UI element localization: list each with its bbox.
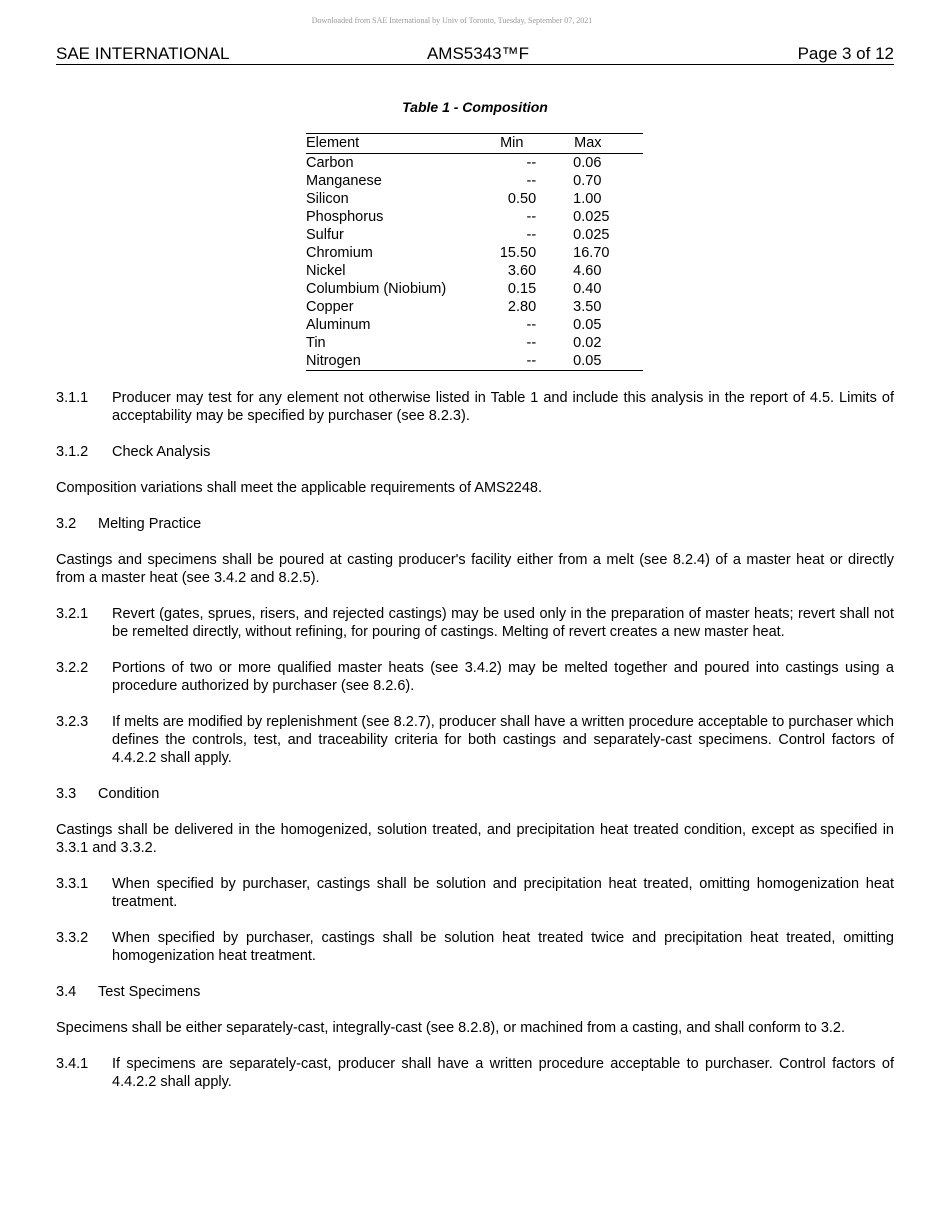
cell-max: 16.70 [573,245,610,261]
cell-min: -- [526,353,537,369]
column-header-min: Min [500,135,524,151]
table-row [306,316,643,334]
cell-element: Carbon [306,155,354,171]
section-3-3-1 [56,875,894,911]
section-text: Revert (gates, sprues, risers, and rejected castings) may be used only in the preparation of master heats; revert shall not be remelted directly, without refining, for pouring of castings. Melting of revert creates a new master heat. [112,606,894,640]
section-number: 3.2.3 [56,714,89,730]
cell-element: Nickel [306,263,346,279]
cell-min: -- [526,155,537,171]
section-text: If melts are modified by replenishment (see 8.2.7), producer shall have a written procedure acceptable to purchaser which defines the controls, test, and traceability criteria for both castings and separately-cast specimens. Control factors of 4.4.2.2 shall apply. [112,714,894,766]
section-number: 3.3.1 [56,876,89,892]
section-3-3-2 [56,929,894,965]
document-body [56,389,894,1091]
cell-max: 0.06 [573,155,602,171]
table-row [306,190,643,208]
section-3-1-2-body: Composition variations shall meet the applicable requirements of AMS2248. [56,480,543,496]
section-title: Test Specimens [98,984,201,1000]
cell-element: Sulfur [306,227,344,243]
section-3-4-1 [56,1055,894,1091]
cell-element: Nitrogen [306,353,361,369]
cell-max: 0.025 [573,227,610,243]
cell-min: -- [526,335,537,351]
cell-element: Aluminum [306,317,371,333]
cell-min: -- [526,209,537,225]
table-row [306,172,643,190]
cell-max: 4.60 [573,263,602,279]
cell-element: Columbium (Niobium) [306,281,447,297]
page-header [56,44,894,65]
section-3-4-heading [56,983,894,1001]
cell-max: 0.025 [573,209,610,225]
section-3-2-1 [56,605,894,641]
cell-min: 0.15 [507,281,537,297]
section-3-2-body: Castings and specimens shall be poured at casting producer's facility either from a melt (see 8.2.4) of a master heat or directly from a master heat (see 3.4.2 and 8.2.5). [56,552,894,586]
section-3-1-1 [56,389,894,425]
table-row [306,226,643,244]
section-text: When specified by purchaser, castings shall be solution heat treated twice and precipitation heat treated, omitting homogenization heat treatment. [112,930,894,964]
cell-max: 0.05 [573,317,602,333]
section-number: 3.1.2 [56,444,89,460]
header-page-number: Page 3 of 12 [797,44,894,63]
cell-element: Manganese [306,173,382,189]
cell-max: 3.50 [573,299,602,315]
table-row [306,154,643,173]
section-number: 3.3.2 [56,930,89,946]
section-text: Producer may test for any element not otherwise listed in Table 1 and include this analysis in the report of 4.5. Limits of acceptability may be specified by purchaser (see 8.2.3). [112,390,894,424]
cell-min: 2.80 [507,299,537,315]
cell-min: -- [526,227,537,243]
table-row [306,262,643,280]
table-row [306,298,643,316]
cell-max: 1.00 [573,191,602,207]
header-document-number-text: AMS5343™F [426,44,530,63]
table-title: Table 1 - Composition [402,99,548,115]
column-header-element: Element [306,135,360,151]
section-3-2-heading [56,515,894,533]
cell-max: 0.02 [573,335,602,351]
section-number: 3.1.1 [56,390,89,406]
section-text: If specimens are separately-cast, producer shall have a written procedure acceptable to purchaser. Control factors of 4.4.2.2 shall apply. [112,1056,894,1090]
cell-max: 0.70 [573,173,602,189]
table-row [306,208,643,226]
cell-min: 3.60 [507,263,537,279]
composition-table [306,133,643,371]
cell-max: 0.05 [573,353,602,369]
section-number: 3.4 [56,984,77,1000]
column-header-max: Max [574,135,602,151]
table-row [306,280,643,298]
section-text: When specified by purchaser, castings shall be solution and precipitation heat treated, omitting homogenization heat treatment. [112,876,894,910]
section-3-3-heading [56,785,894,803]
section-title: Melting Practice [98,516,202,532]
table-row [306,334,643,352]
cell-element: Silicon [306,191,349,207]
cell-min: 0.50 [507,191,537,207]
section-3-1-2-heading [56,443,894,461]
cell-min: 15.50 [499,245,537,261]
section-text: Portions of two or more qualified master heats (see 3.4.2) may be melted together and poured into castings using a procedure authorized by purchaser (see 8.2.6). [112,660,894,694]
cell-element: Tin [306,335,326,351]
cell-min: -- [526,173,537,189]
section-3-2-2 [56,659,894,695]
table-header-row [306,134,643,154]
section-number: 3.2 [56,516,77,532]
section-number: 3.4.1 [56,1056,89,1072]
download-watermark: Downloaded from SAE International by Univ of Toronto, Tuesday, September 07, 2021 [311,16,593,25]
cell-element: Chromium [306,245,373,261]
table-row [306,352,643,371]
header-document-number [56,44,894,64]
cell-element: Copper [306,299,354,315]
cell-element: Phosphorus [306,209,384,225]
section-3-2-3 [56,713,894,767]
cell-max: 0.40 [573,281,602,297]
section-number: 3.2.2 [56,660,89,676]
cell-min: -- [526,317,537,333]
section-title: Condition [98,786,160,802]
section-title: Check Analysis [112,444,211,460]
header-organization: SAE INTERNATIONAL [56,44,230,63]
table-row [306,244,643,262]
section-3-4-body: Specimens shall be either separately-cast, integrally-cast (see 8.2.8), or machined from a casting, and shall conform to 3.2. [56,1020,846,1036]
section-3-3-body: Castings shall be delivered in the homogenized, solution treated, and precipitation heat treated condition, except as specified in 3.3.1 and 3.3.2. [56,822,894,856]
section-number: 3.2.1 [56,606,89,622]
section-number: 3.3 [56,786,77,802]
